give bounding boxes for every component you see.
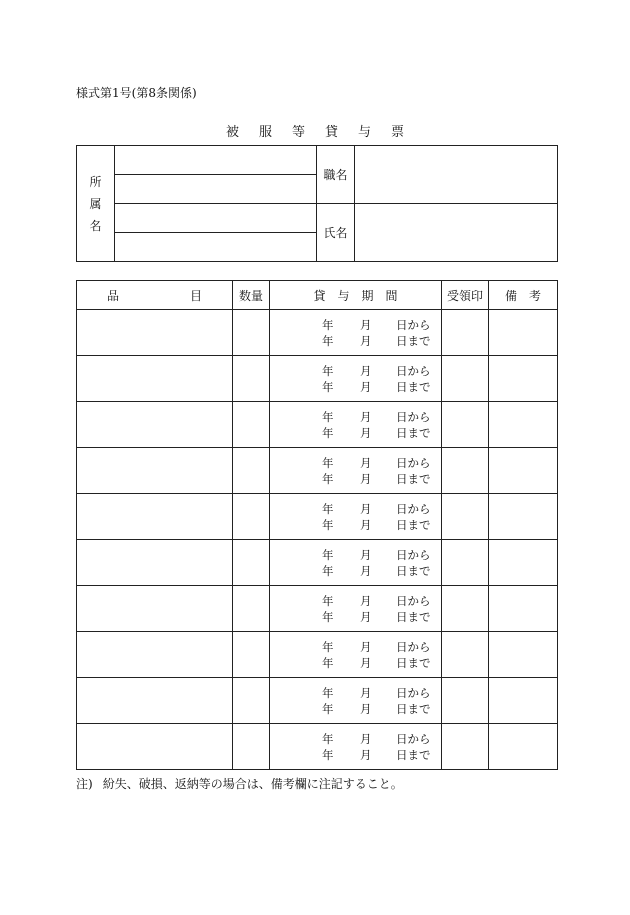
title-char: 票 — [391, 125, 405, 140]
affiliation-field[interactable] — [115, 146, 317, 175]
footnote-prefix: 注) — [76, 777, 93, 791]
period-cell[interactable] — [270, 356, 442, 402]
period-to-line: 年 月 日まで — [322, 471, 431, 486]
receipt-seal-cell[interactable] — [442, 402, 489, 448]
item-cell[interactable] — [77, 632, 233, 678]
period-from-line: 年 月 日から — [322, 547, 431, 562]
period-from-line: 年 月 日から — [322, 317, 431, 332]
affiliation-field[interactable] — [115, 175, 317, 204]
item-cell[interactable] — [77, 494, 233, 540]
title-char: 被 — [225, 125, 239, 140]
receipt-seal-cell[interactable] — [442, 678, 489, 724]
title-char: 与 — [358, 125, 372, 140]
column-header-item: 品 目 — [77, 281, 233, 310]
quantity-cell[interactable] — [233, 632, 270, 678]
period-from-line: 年 月 日から — [322, 593, 431, 608]
remarks-cell[interactable] — [489, 402, 558, 448]
quantity-cell[interactable] — [233, 586, 270, 632]
column-header-quantity: 数量 — [233, 281, 270, 310]
quantity-cell[interactable] — [233, 494, 270, 540]
table-row — [77, 310, 558, 356]
table-row — [77, 632, 558, 678]
remarks-cell[interactable] — [489, 494, 558, 540]
period-to-line: 年 月 日まで — [322, 379, 431, 394]
table-row — [77, 402, 558, 448]
period-to-line: 年 月 日まで — [322, 701, 431, 716]
receipt-seal-cell[interactable] — [442, 356, 489, 402]
period-cell[interactable] — [270, 494, 442, 540]
item-cell[interactable] — [77, 724, 233, 770]
period-to-line: 年 月 日まで — [322, 517, 431, 532]
form-reference: 様式第1号(第8条関係) — [76, 86, 197, 100]
remarks-cell[interactable] — [489, 724, 558, 770]
receipt-seal-cell[interactable] — [442, 540, 489, 586]
period-from-line: 年 月 日から — [322, 685, 431, 700]
period-from-line: 年 月 日から — [322, 455, 431, 470]
name-label: 氏名 — [317, 204, 355, 262]
table-row — [77, 448, 558, 494]
quantity-cell[interactable] — [233, 448, 270, 494]
position-field[interactable] — [355, 146, 558, 204]
table-row — [77, 724, 558, 770]
remarks-cell[interactable] — [489, 632, 558, 678]
receipt-seal-cell[interactable] — [442, 632, 489, 678]
item-cell[interactable] — [77, 448, 233, 494]
document-title — [0, 121, 630, 140]
remarks-cell[interactable] — [489, 586, 558, 632]
period-from-line: 年 月 日から — [322, 639, 431, 654]
title-char: 貸 — [325, 125, 339, 140]
item-cell[interactable] — [77, 310, 233, 356]
receipt-seal-cell[interactable] — [442, 494, 489, 540]
quantity-cell[interactable] — [233, 678, 270, 724]
remarks-cell[interactable] — [489, 356, 558, 402]
title-char: 等 — [291, 125, 305, 140]
title-char: 服 — [258, 125, 272, 140]
receipt-seal-cell[interactable] — [442, 724, 489, 770]
period-from-line: 年 月 日から — [322, 501, 431, 516]
period-to-line: 年 月 日まで — [322, 655, 431, 670]
item-cell[interactable] — [77, 356, 233, 402]
period-to-line: 年 月 日まで — [322, 609, 431, 624]
period-to-line: 年 月 日まで — [322, 747, 431, 762]
footnote — [76, 775, 403, 792]
period-cell[interactable] — [270, 586, 442, 632]
affiliation-field[interactable] — [115, 233, 317, 262]
period-cell[interactable] — [270, 540, 442, 586]
table-row — [77, 678, 558, 724]
quantity-cell[interactable] — [233, 724, 270, 770]
period-from-line: 年 月 日から — [322, 363, 431, 378]
item-cell[interactable] — [77, 402, 233, 448]
period-cell[interactable] — [270, 448, 442, 494]
period-cell[interactable] — [270, 724, 442, 770]
quantity-cell[interactable] — [233, 402, 270, 448]
table-body — [77, 310, 558, 770]
period-from-line: 年 月 日から — [322, 731, 431, 746]
period-to-line: 年 月 日まで — [322, 425, 431, 440]
receipt-seal-cell[interactable] — [442, 310, 489, 356]
quantity-cell[interactable] — [233, 356, 270, 402]
table-row — [77, 356, 558, 402]
table-row — [77, 586, 558, 632]
item-cell[interactable] — [77, 586, 233, 632]
period-to-line: 年 月 日まで — [322, 563, 431, 578]
remarks-cell[interactable] — [489, 310, 558, 356]
item-cell[interactable] — [77, 540, 233, 586]
column-header-period: 貸 与 期 間 — [270, 281, 442, 310]
remarks-cell[interactable] — [489, 678, 558, 724]
column-header-remarks: 備 考 — [489, 281, 558, 310]
period-cell[interactable] — [270, 402, 442, 448]
applicant-info-table — [76, 145, 558, 262]
period-cell[interactable] — [270, 310, 442, 356]
receipt-seal-cell[interactable] — [442, 448, 489, 494]
name-field[interactable] — [355, 204, 558, 262]
remarks-cell[interactable] — [489, 540, 558, 586]
table-row — [77, 540, 558, 586]
column-header-receipt-seal: 受領印 — [442, 281, 489, 310]
period-cell[interactable] — [270, 632, 442, 678]
item-cell[interactable] — [77, 678, 233, 724]
period-from-line: 年 月 日から — [322, 409, 431, 424]
table-row — [77, 494, 558, 540]
period-cell[interactable] — [270, 678, 442, 724]
affiliation-label: 所 属 名 — [77, 146, 115, 262]
loan-items-table — [76, 280, 558, 770]
period-to-line: 年 月 日まで — [322, 333, 431, 348]
position-label: 職名 — [317, 146, 355, 204]
footnote-text: 紛失、破損、返納等の場合は、備考欄に注記すること。 — [102, 777, 403, 791]
quantity-cell[interactable] — [233, 310, 270, 356]
quantity-cell[interactable] — [233, 540, 270, 586]
remarks-cell[interactable] — [489, 448, 558, 494]
affiliation-field[interactable] — [115, 204, 317, 233]
receipt-seal-cell[interactable] — [442, 586, 489, 632]
